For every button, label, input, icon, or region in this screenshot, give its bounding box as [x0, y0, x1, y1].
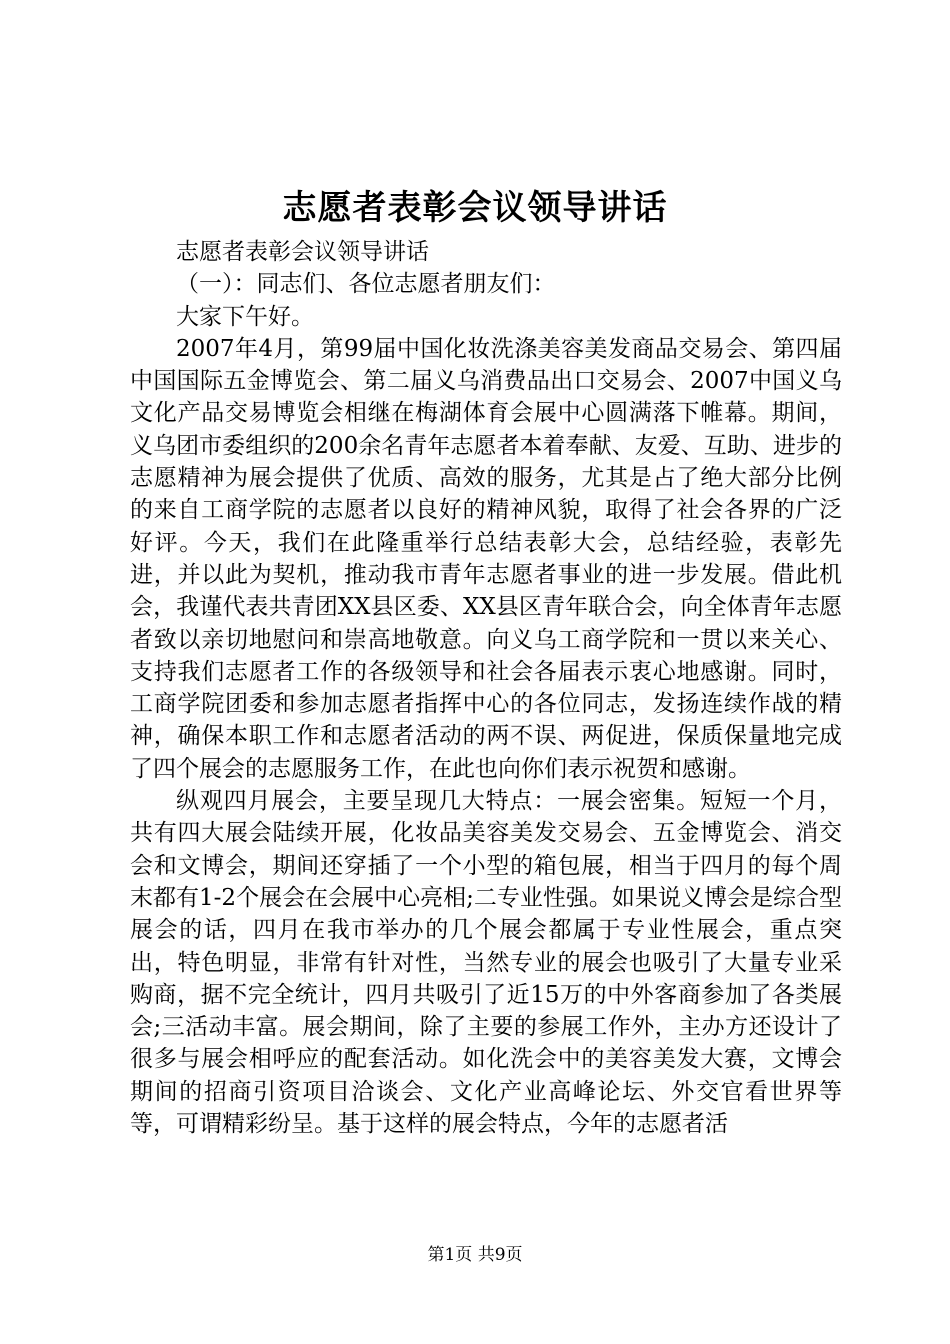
document-body	[130, 236, 842, 1140]
paragraph-salutation: （一）：同志们、各位志愿者朋友们：	[176, 271, 556, 298]
paragraph-greeting: 大家下午好。	[176, 303, 314, 330]
document-title: 志愿者表彰会议领导讲话	[282, 188, 668, 228]
paragraph-body-1: 2007年4月，第99届中国化妆洗涤美容美发商品交易会、第四届中国国际五金博览会、第二届义乌消费品出口交易会、2007中国义乌文化产品交易博览会相继在梅湖体育会展中心圆满落下帷幕。期间，义乌团市委组织的200余名青年志愿者本着奉献、友爱、互助、进步的志愿精神为展会提供了优质、高效的服务，尤其是占了绝大部分比例的来自工商学院的志愿者以良好的精神风貌，取得了社会各界的广泛好评。今天，我们在此隆重举行总结表彰大会，总结经验，表彰先进，并以此为契机，推动我市青年志愿者事业的进一步发展。借此机会，我谨代表共青团XX县区委、XX县区青年联合会，向全体青年志愿者致以亲切地慰问和崇高地敬意。向义乌工商学院和一贯以来关心、支持我们志愿者工作的各级领导和社会各届表示衷心地感谢。同时，工商学院团委和参加志愿者指挥中心的各位同志，发扬连续作战的精神，确保本职工作和志愿者活动的两不误、两促进，保质保量地完成了四个展会的志愿服务工作，在此也向你们表示祝贺和感谢。	[130, 335, 842, 782]
page-footer: 第1页 共9页	[427, 1245, 523, 1265]
paragraph-body-2: 纵观四月展会，主要呈现几大特点：一展会密集。短短一个月，共有四大展会陆续开展，化妆品美容美发交易会、五金博览会、消交会和文博会，期间还穿插了一个小型的箱包展，相当于四月的每个周末都有1-2个展会在会展中心亮相;二专业性强。如果说义博会是综合型展会的话，四月在我市举办的几个展会都属于专业性展会，重点突出，特色明显，非常有针对性，当然专业的展会也吸引了大量专业采购商，据不完全统计，四月共吸引了近15万的中外客商参加了各类展会;三活动丰富。展会期间，除了主要的参展工作外，主办方还设计了很多与展会相呼应的配套活动。如化洗会中的美容美发大赛，文博会期间的招商引资项目洽谈会、文化产业高峰论坛、外交官看世界等等，可谓精彩纷呈。基于这样的展会特点，今年的志愿者活	[130, 788, 842, 1138]
paragraph-subtitle: 志愿者表彰会议领导讲话	[176, 239, 429, 265]
